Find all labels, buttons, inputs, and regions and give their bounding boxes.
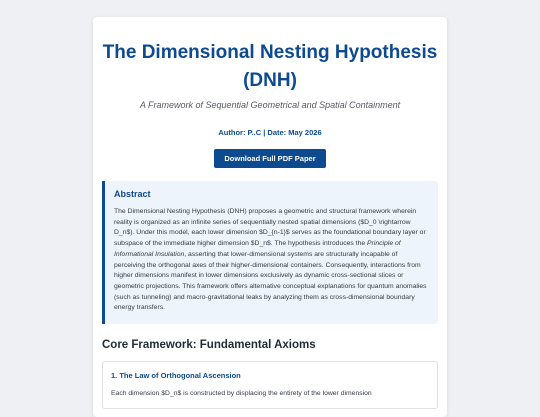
abstract-text [114,207,429,314]
page-title: The Dimensional Nesting Hypothesis (DNH) [102,42,438,91]
axiom-text: Each dimension $D_n$ is constructed by displacing the entirety of the lower dimension [111,390,372,398]
abstract-emphasis: Principle of Informational Insulation [114,240,401,258]
abstract-text-part-2: , asserting that lower-dimensional systems are structurally incapable of perceiving the orthogonal axes of their higher-dimensional containers. Consequently, interactions from higher dimensions manifest in lower dimensions exclusively as dynamic cross-sectional slices or geometric projections. This framework offers alternative conceptual explanations for quantum anomalies (such as tunneling) and macro-gravitational leaks by analyzing them as cross-dimensional boundary energy transfers. [114,250,427,312]
abstract-box [102,181,438,324]
abstract-heading: Abstract [114,189,151,199]
abstract-text-part-1: The Dimensional Nesting Hypothesis (DNH) proposes a geometric and structural framework wherein reality is organized as an infinite series of sequentially nested spatial dimensions ($D_0 \rightarrow D_n$). Under this model, each lower dimension $D_{n-1}$ serves as the foundational boundary layer or subspace of the immediate higher dimension $D_n$. The hypothesis introduces the [114,208,426,248]
section-heading: Core Framework: Fundamental Axioms [102,339,316,352]
download-pdf-button[interactable]: Download Full PDF Paper [214,149,325,168]
author-date-line: Author: P..C | Date: May 2026 [218,128,322,137]
axiom-card [102,361,438,409]
axiom-title: 1. The Law of Orthogonal Ascension [111,371,241,381]
download-button-wrapper [102,148,438,168]
paper-page [93,17,447,417]
page-subtitle: A Framework of Sequential Geometrical and Spatial Containment [139,100,401,110]
